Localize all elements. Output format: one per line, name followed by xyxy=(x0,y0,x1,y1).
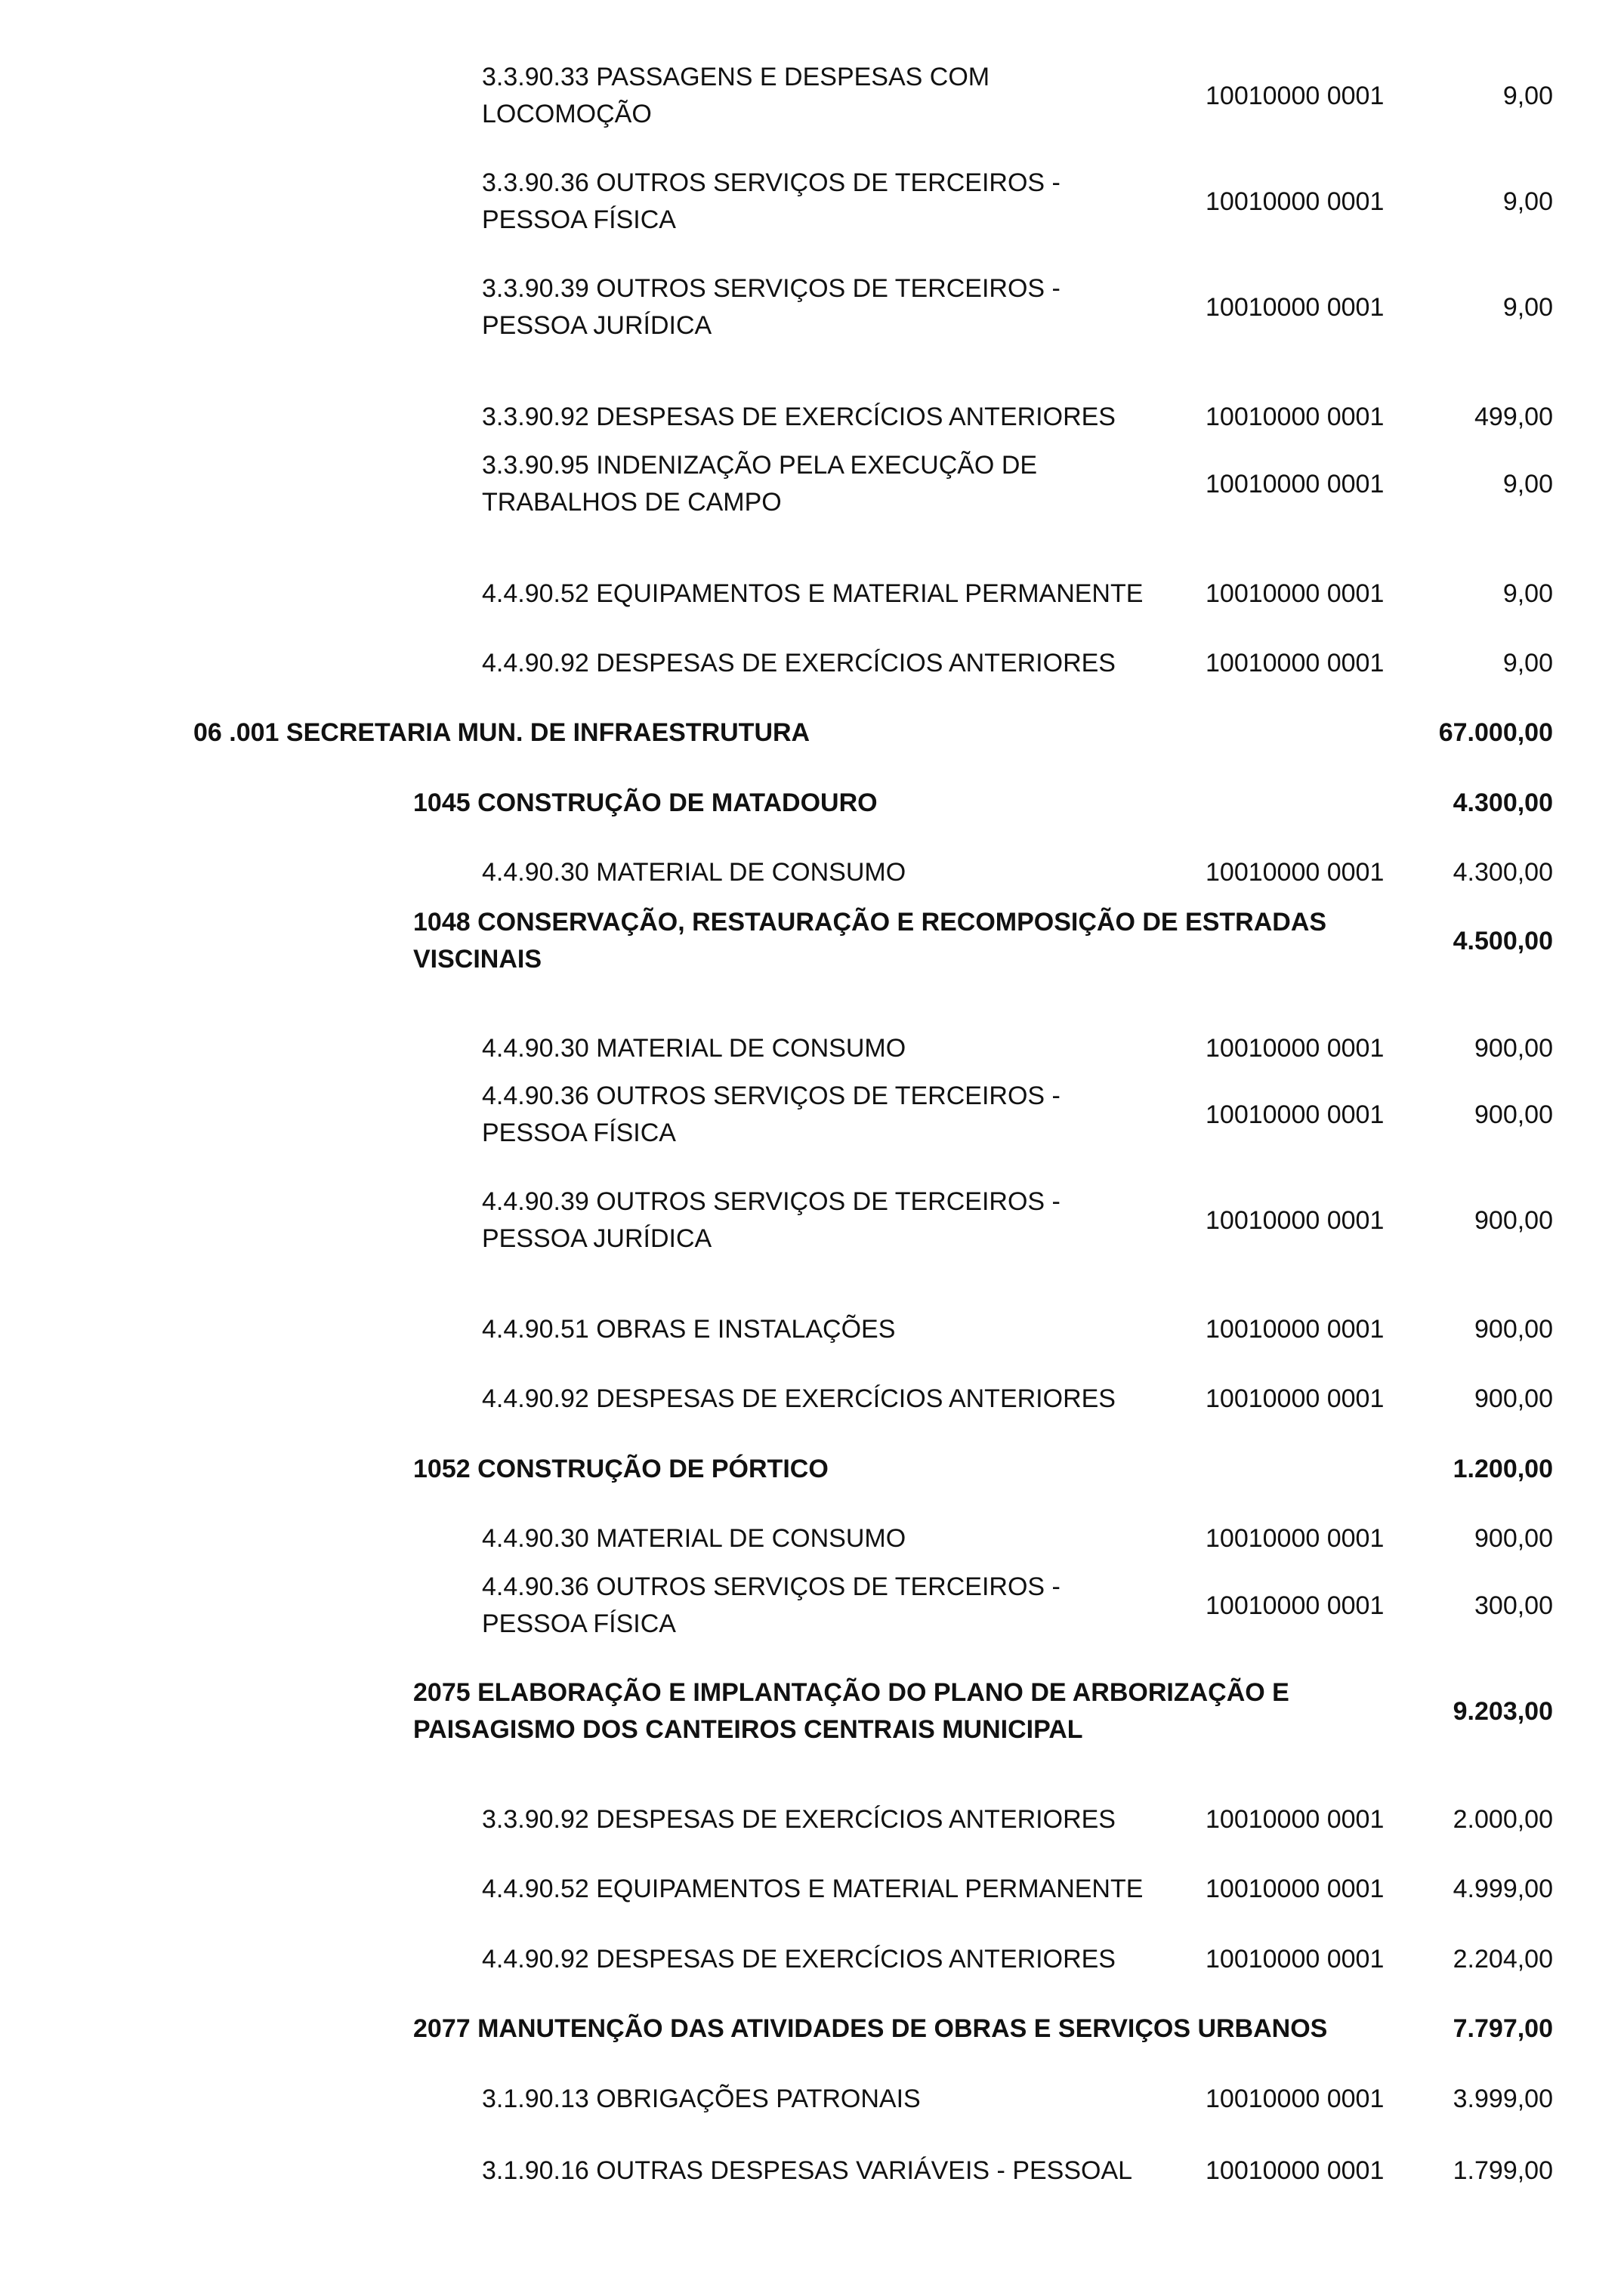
amount-value: 67.000,00 xyxy=(1438,718,1553,747)
source-code: 10010000 0001 xyxy=(1206,2085,1385,2113)
amount-value: 7.797,00 xyxy=(1453,2014,1553,2043)
amount-value: 4.300,00 xyxy=(1453,858,1553,887)
row-description xyxy=(482,1871,1199,1908)
amount-value: 900,00 xyxy=(1474,1206,1553,1235)
description-line: PAISAGISMO DOS CANTEIROS CENTRAIS MUNICIPAL xyxy=(413,1715,1083,1744)
source-code: 10010000 0001 xyxy=(1206,187,1385,216)
source-code: 10010000 0001 xyxy=(1206,1384,1385,1413)
row-description xyxy=(413,904,1418,978)
row-description xyxy=(482,59,1199,133)
description-line: 3.3.90.33 PASSAGENS E DESPESAS COM xyxy=(482,63,990,91)
amount-value: 900,00 xyxy=(1474,1034,1553,1063)
description-line: 4.4.90.92 DESPESAS DE EXERCÍCIOS ANTERIORES xyxy=(482,1945,1116,1974)
row-description xyxy=(482,1801,1199,1838)
source-code: 10010000 0001 xyxy=(1206,1206,1385,1235)
source-code: 10010000 0001 xyxy=(1206,82,1385,110)
row-description xyxy=(482,1183,1199,1258)
amount-value: 9,00 xyxy=(1502,470,1553,498)
amount-value: 900,00 xyxy=(1474,1315,1553,1344)
amount-value: 9,00 xyxy=(1502,649,1553,677)
source-code: 10010000 0001 xyxy=(1206,1315,1385,1344)
description-line: 4.4.90.39 OUTROS SERVIÇOS DE TERCEIROS - xyxy=(482,1187,1061,1216)
source-code: 10010000 0001 xyxy=(1206,293,1385,322)
source-code: 10010000 0001 xyxy=(1206,1875,1385,1903)
row-description xyxy=(413,1451,1418,1488)
description-line: LOCOMOÇÃO xyxy=(482,100,652,128)
description-line: 4.4.90.52 EQUIPAMENTOS E MATERIAL PERMANENTE xyxy=(482,579,1144,608)
description-line: PESSOA FÍSICA xyxy=(482,205,676,234)
row-description xyxy=(482,1381,1199,1418)
row-description xyxy=(413,1674,1418,1748)
description-line: 4.4.90.51 OBRAS E INSTALAÇÕES xyxy=(482,1315,896,1344)
description-line: 4.4.90.52 EQUIPAMENTOS E MATERIAL PERMANENTE xyxy=(482,1875,1144,1903)
row-description xyxy=(482,1569,1199,1643)
description-line: 1048 CONSERVAÇÃO, RESTAURAÇÃO E RECOMPOSIÇÃO DE ESTRADAS xyxy=(413,908,1327,937)
row-description xyxy=(482,854,1199,891)
amount-value: 4.999,00 xyxy=(1453,1875,1553,1903)
amount-value: 9.203,00 xyxy=(1453,1697,1553,1726)
description-line: PESSOA JURÍDICA xyxy=(482,311,712,340)
description-line: 1045 CONSTRUÇÃO DE MATADOURO xyxy=(413,788,878,817)
amount-value: 2.204,00 xyxy=(1453,1945,1553,1974)
description-line: 3.3.90.39 OUTROS SERVIÇOS DE TERCEIROS - xyxy=(482,274,1061,303)
description-line: 3.3.90.95 INDENIZAÇÃO PELA EXECUÇÃO DE xyxy=(482,451,1038,480)
description-line: PESSOA FÍSICA xyxy=(482,1119,676,1147)
source-code: 10010000 0001 xyxy=(1206,1034,1385,1063)
description-line: 2077 MANUTENÇÃO DAS ATIVIDADES DE OBRAS E SERVIÇOS URBANOS xyxy=(413,2014,1328,2043)
amount-value: 3.999,00 xyxy=(1453,2085,1553,2113)
source-code: 10010000 0001 xyxy=(1206,1945,1385,1974)
row-description xyxy=(193,714,1402,751)
amount-value: 4.300,00 xyxy=(1453,788,1553,817)
source-code: 10010000 0001 xyxy=(1206,2156,1385,2185)
description-line: 06 .001 SECRETARIA MUN. DE INFRAESTRUTURA xyxy=(193,718,810,747)
description-line: 1052 CONSTRUÇÃO DE PÓRTICO xyxy=(413,1455,829,1483)
source-code: 10010000 0001 xyxy=(1206,579,1385,608)
source-code: 10010000 0001 xyxy=(1206,1524,1385,1553)
row-description xyxy=(482,165,1199,239)
row-description xyxy=(482,399,1199,436)
description-line: VISCINAIS xyxy=(413,945,542,974)
amount-value: 1.799,00 xyxy=(1453,2156,1553,2185)
amount-value: 9,00 xyxy=(1502,82,1553,110)
amount-value: 1.200,00 xyxy=(1453,1455,1553,1483)
amount-value: 2.000,00 xyxy=(1453,1805,1553,1834)
row-description xyxy=(482,2081,1199,2118)
description-line: 2075 ELABORAÇÃO E IMPLANTAÇÃO DO PLANO DE ARBORIZAÇÃO E xyxy=(413,1678,1289,1707)
amount-value: 499,00 xyxy=(1474,403,1553,431)
description-line: 3.3.90.36 OUTROS SERVIÇOS DE TERCEIROS - xyxy=(482,168,1061,197)
row-description xyxy=(413,785,1418,822)
description-line: 4.4.90.36 OUTROS SERVIÇOS DE TERCEIROS - xyxy=(482,1572,1061,1601)
source-code: 10010000 0001 xyxy=(1206,858,1385,887)
description-line: 4.4.90.36 OUTROS SERVIÇOS DE TERCEIROS - xyxy=(482,1082,1061,1110)
amount-value: 9,00 xyxy=(1502,187,1553,216)
description-line: 3.1.90.13 OBRIGAÇÕES PATRONAIS xyxy=(482,2085,921,2113)
row-description xyxy=(413,2011,1418,2048)
source-code: 10010000 0001 xyxy=(1206,1100,1385,1129)
description-line: 3.1.90.16 OUTRAS DESPESAS VARIÁVEIS - PESSOAL xyxy=(482,2156,1133,2185)
source-code: 10010000 0001 xyxy=(1206,1591,1385,1620)
row-description xyxy=(482,576,1199,613)
description-line: TRABALHOS DE CAMPO xyxy=(482,488,782,517)
row-description xyxy=(482,1941,1199,1978)
amount-value: 4.500,00 xyxy=(1453,927,1553,955)
amount-value: 900,00 xyxy=(1474,1524,1553,1553)
source-code: 10010000 0001 xyxy=(1206,403,1385,431)
amount-value: 300,00 xyxy=(1474,1591,1553,1620)
description-line: 4.4.90.30 MATERIAL DE CONSUMO xyxy=(482,858,906,887)
amount-value: 9,00 xyxy=(1502,293,1553,322)
description-line: 4.4.90.92 DESPESAS DE EXERCÍCIOS ANTERIORES xyxy=(482,1384,1116,1413)
source-code: 10010000 0001 xyxy=(1206,649,1385,677)
source-code: 10010000 0001 xyxy=(1206,1805,1385,1834)
description-line: 4.4.90.30 MATERIAL DE CONSUMO xyxy=(482,1034,906,1063)
description-line: PESSOA FÍSICA xyxy=(482,1609,676,1638)
row-description xyxy=(482,1311,1199,1348)
amount-value: 9,00 xyxy=(1502,579,1553,608)
row-description xyxy=(482,645,1199,682)
description-line: 4.4.90.30 MATERIAL DE CONSUMO xyxy=(482,1524,906,1553)
source-code: 10010000 0001 xyxy=(1206,470,1385,498)
row-description xyxy=(482,2152,1199,2190)
row-description xyxy=(482,270,1199,344)
row-description xyxy=(482,447,1199,521)
row-description xyxy=(482,1078,1199,1152)
description-line: PESSOA JURÍDICA xyxy=(482,1224,712,1253)
row-description xyxy=(482,1520,1199,1557)
description-line: 3.3.90.92 DESPESAS DE EXERCÍCIOS ANTERIORES xyxy=(482,403,1116,431)
row-description xyxy=(482,1030,1199,1067)
description-line: 4.4.90.92 DESPESAS DE EXERCÍCIOS ANTERIORES xyxy=(482,649,1116,677)
amount-value: 900,00 xyxy=(1474,1384,1553,1413)
amount-value: 900,00 xyxy=(1474,1100,1553,1129)
description-line: 3.3.90.92 DESPESAS DE EXERCÍCIOS ANTERIORES xyxy=(482,1805,1116,1834)
